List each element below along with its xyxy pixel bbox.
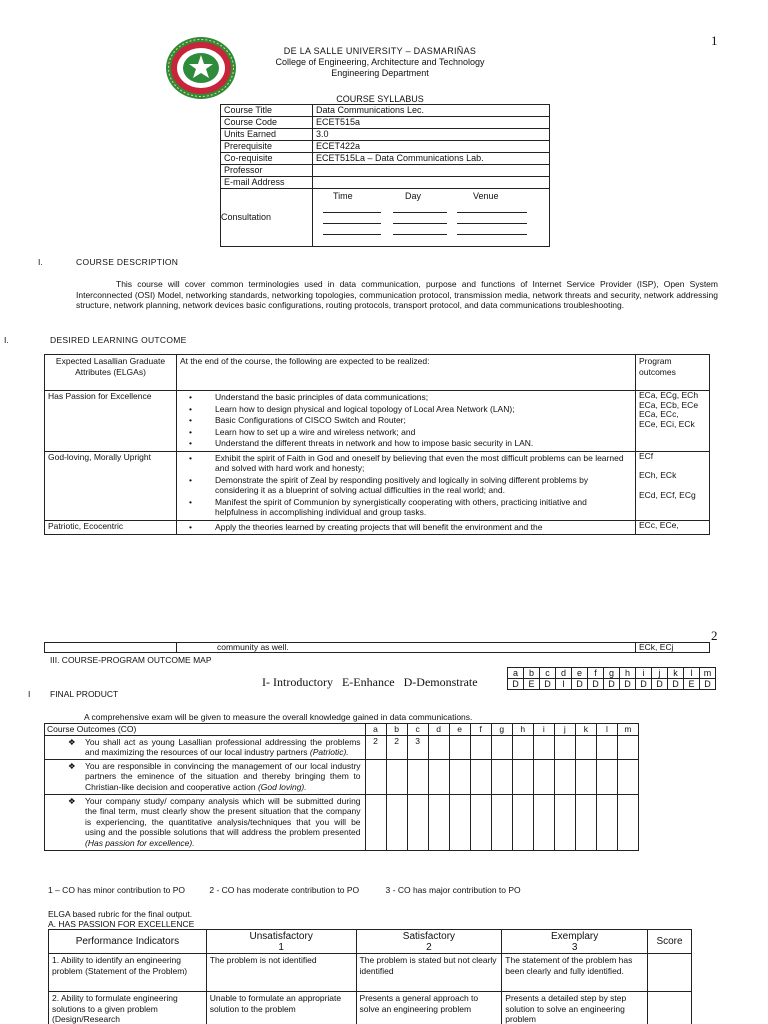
list-item: • Learn how to set up a wire and wireless network; and <box>183 427 632 438</box>
course-info-row <box>221 177 550 189</box>
section-2-number: I. <box>4 335 9 345</box>
diamond-bullet-icon: ❖ <box>68 760 76 771</box>
course-info-value: ECET515a <box>313 117 550 129</box>
section-2-title: DESIRED LEARNING OUTCOME <box>50 335 187 345</box>
consultation-label: Consultation <box>221 189 313 247</box>
rubric-row <box>49 992 692 1024</box>
rubric-score-cell[interactable] <box>648 992 692 1024</box>
outcome-map-letter: h <box>620 668 636 679</box>
consultation-row <box>221 189 550 247</box>
co-letter-header: g <box>491 724 512 736</box>
outcome-map-value: E <box>524 679 540 690</box>
continuation-outcome: ECk, ECj <box>636 643 710 653</box>
co-contribution-value <box>617 759 638 794</box>
co-contribution-value <box>533 735 554 759</box>
outcome-map-letter: k <box>668 668 684 679</box>
outcome-map-value: D <box>700 679 716 690</box>
program-outcome-value: ECc, ECe, <box>639 519 679 530</box>
page-number: 1 <box>711 33 718 48</box>
co-contribution-value <box>491 794 512 850</box>
program-outcome-value: ECa, ECb, ECe <box>639 399 699 410</box>
co-letter-header: e <box>449 724 470 736</box>
co-contribution-value <box>596 794 617 850</box>
program-outcome-value: ECh, ECk <box>639 470 677 480</box>
rubric-header-label: Performance Indicators <box>75 936 180 947</box>
course-info-value: ECET515La – Data Communications Lab. <box>313 153 550 165</box>
rubric-header-label: Exemplary <box>551 930 599 942</box>
course-outcome-text: You are responsible in convincing the management of our local industry partners the eminence of the situation and thereby bringing them to Christian-like decision and cooperative action <box>85 760 361 792</box>
rubric-title: A. HAS PASSION FOR EXCELLENCE <box>48 919 195 929</box>
co-contribution-value <box>596 735 617 759</box>
co-letter-header: j <box>554 724 575 736</box>
learning-outcome-row <box>45 520 710 535</box>
rubric-intro: ELGA based rubric for the final output. <box>48 909 193 919</box>
course-info-value <box>313 177 550 189</box>
program-outcome-value: ECa, ECg, ECh <box>639 390 699 400</box>
outcome-map-letter: a <box>508 668 524 679</box>
consultation-day-header: Day <box>405 191 422 201</box>
list-item: • Understand the different threats in network and how to impose basic security in LAN. <box>183 438 632 449</box>
co-contribution-value <box>428 794 449 850</box>
university-name: DE LA SALLE UNIVERSITY – DASMARIÑAS <box>283 46 477 56</box>
course-info-value <box>313 165 550 177</box>
co-contribution-value <box>575 794 596 850</box>
outcome-map-value: D <box>604 679 620 690</box>
course-outcomes-header: Course Outcomes (CO) <box>45 724 366 736</box>
diamond-bullet-icon: ❖ <box>68 736 76 747</box>
elga-cell: God-loving, Morally Upright <box>45 451 177 520</box>
expected-outcomes-list <box>183 522 632 533</box>
co-contribution-value <box>449 735 470 759</box>
list-item: • Demonstrate the spirit of Zeal by responding positively and logically in solving different problems by considering it as a blueprint of solving actual difficulties in the real world; and. <box>183 475 632 496</box>
course-outcome-text: Your company study/ company analysis which will be submitted during the final term, must clearly show the present situation that the company is experiencing, the quantitative analysis/techniques that you will be using and the possible solutions that will address the problem presented <box>85 795 361 838</box>
rubric-cell-u: Unable to formulate an appropriate solution to the problem <box>206 992 356 1024</box>
co-contribution-value <box>575 735 596 759</box>
rubric-cell-indicator: 2. Ability to formulate engineering solutions to a given problem (Design/Research <box>49 992 207 1024</box>
section-1-title: COURSE DESCRIPTION <box>76 257 179 267</box>
program-outcome-value: ECa, ECc, <box>639 409 679 419</box>
outcome-map-value: D <box>652 679 668 690</box>
rubric-cell-e: The statement of the problem has been clearly and fully identified. <box>502 954 648 992</box>
list-item: • Manifest the spirit of Communion by synergistically cooperating with others, practicing initiative and helpfulness in accomplishing individual and group tasks. <box>183 497 632 518</box>
co-contribution-value <box>491 735 512 759</box>
co-contribution-value <box>386 759 407 794</box>
co-contribution-value <box>428 759 449 794</box>
course-info-value: 3.0 <box>313 129 550 141</box>
co-letter-header: a <box>365 724 386 736</box>
co-letter-header: i <box>533 724 554 736</box>
co-contribution-value: 2 <box>365 735 386 759</box>
section-1-number: I. <box>38 257 43 267</box>
consultation-time-header: Time <box>333 191 353 201</box>
outcome-map-table <box>507 667 716 690</box>
outcome-map-letter: d <box>556 668 572 679</box>
course-info-label: E-mail Address <box>221 177 313 189</box>
co-contribution-value <box>470 735 491 759</box>
co-contribution-value <box>512 794 533 850</box>
university-seal-logo <box>164 36 238 100</box>
course-outcome-text: You shall act as young Lasallian professional addressing the problems and maximizing the resources of our local industry partners <box>85 736 361 758</box>
co-letter-header: d <box>428 724 449 736</box>
elga-cell: Has Passion for Excellence <box>45 391 177 452</box>
co-contribution-value <box>449 794 470 850</box>
final-product-text: A comprehensive exam will be given to measure the overall knowledge gained in data communications. <box>84 712 473 722</box>
outcome-legend: I- Introductory E-Enhance D-Demonstrate <box>262 675 478 689</box>
rubric-header-number: 2 <box>426 941 432 953</box>
list-item: • Apply the theories learned by creating projects that will benefit the environment and the <box>183 522 632 533</box>
co-contribution-value: 3 <box>407 735 428 759</box>
co-contribution-value <box>470 794 491 850</box>
consultation-venue-header: Venue <box>473 191 499 201</box>
outcome-map-value: D <box>572 679 588 690</box>
course-info-label: Course Code <box>221 117 313 129</box>
course-outcome-tag: (Has passion for excellence). <box>85 837 195 848</box>
learning-outcome-row <box>45 391 710 452</box>
outcome-map-value: D <box>588 679 604 690</box>
rubric-cell-indicator: 1. Ability to identify an engineering problem (Statement of the Problem) <box>49 954 207 992</box>
continuation-text: community as well. <box>177 643 636 653</box>
section-3-title: III. COURSE-PROGRAM OUTCOME MAP <box>50 655 212 665</box>
program-outcomes-header: Program outcomes <box>636 355 710 391</box>
outcome-map-letter: e <box>572 668 588 679</box>
rubric-row <box>49 954 692 992</box>
rubric-header-row <box>49 930 692 954</box>
co-contribution-value <box>512 759 533 794</box>
program-outcome-value: ECf <box>639 450 654 461</box>
contrib-legend-3: 3 - CO has major contribution to PO <box>385 885 521 895</box>
rubric-header-number: 1 <box>278 941 284 953</box>
course-info-row <box>221 129 550 141</box>
contrib-legend-1: 1 – CO has minor contribution to PO <box>48 885 186 895</box>
course-outcome-row <box>45 759 639 794</box>
course-info-label: Prerequisite <box>221 141 313 153</box>
co-contribution-value <box>428 735 449 759</box>
outcome-map-letter: l <box>684 668 700 679</box>
learning-outcome-row <box>45 451 710 520</box>
outcome-map-value: I <box>556 679 572 690</box>
co-letter-header: k <box>575 724 596 736</box>
outcome-map-letters-row <box>508 668 716 679</box>
course-info-label: Course Title <box>221 105 313 117</box>
continuation-table <box>44 642 710 653</box>
course-info-value: ECET422a <box>313 141 550 153</box>
outcome-map-values-row <box>508 679 716 690</box>
course-info-row <box>221 141 550 153</box>
outcome-map-value: D <box>620 679 636 690</box>
outcome-map-letter: g <box>604 668 620 679</box>
course-info-row <box>221 165 550 177</box>
course-info-label: Co-requisite <box>221 153 313 165</box>
rubric-cell-u: The problem is not identified <box>206 954 356 992</box>
co-contribution-value <box>365 794 386 850</box>
outcome-map-value: D <box>508 679 524 690</box>
outcome-map-letter: i <box>636 668 652 679</box>
section-4-number: I <box>28 689 31 699</box>
outcome-map-letter: f <box>588 668 604 679</box>
course-outcomes-table <box>44 723 639 851</box>
co-letter-header: b <box>386 724 407 736</box>
co-contribution-value <box>575 759 596 794</box>
list-item: • Understand the basic principles of data communications; <box>183 392 632 403</box>
co-contribution-value <box>617 735 638 759</box>
program-outcome-value: ECe, ECi, ECk <box>639 418 695 429</box>
co-contribution-value <box>554 759 575 794</box>
co-contribution-value <box>386 794 407 850</box>
contrib-legend-2: 2 - CO has moderate contribution to PO <box>209 885 360 895</box>
co-contribution-value <box>533 794 554 850</box>
course-info-label: Units Earned <box>221 129 313 141</box>
outcome-map-value: D <box>668 679 684 690</box>
co-contribution-value: 2 <box>386 735 407 759</box>
co-letter-header: f <box>470 724 491 736</box>
course-outcome-tag: (Patriotic). <box>309 747 349 758</box>
outcome-map-letter: c <box>540 668 556 679</box>
co-contribution-value <box>491 759 512 794</box>
rubric-table <box>48 929 692 1024</box>
co-contribution-value <box>470 759 491 794</box>
rubric-cell-e: Presents a detailed step by step solution to solve an engineering problem <box>502 992 648 1024</box>
outcome-map-value: D <box>540 679 556 690</box>
outcome-map-value: E <box>684 679 700 690</box>
course-info-row <box>221 117 550 129</box>
college-name: College of Engineering, Architecture and Technology <box>275 57 485 67</box>
co-letter-header: h <box>512 724 533 736</box>
rubric-header-label: Unsatisfactory <box>249 930 313 942</box>
course-info-row <box>221 105 550 117</box>
page-number-2: 2 <box>711 628 718 643</box>
co-contribution-value <box>449 759 470 794</box>
co-contribution-value <box>407 794 428 850</box>
co-contribution-value <box>554 794 575 850</box>
learning-outcome-table <box>44 354 710 535</box>
outcome-map-letter: b <box>524 668 540 679</box>
co-contribution-value <box>596 759 617 794</box>
co-contribution-value <box>365 759 386 794</box>
list-item: • Exhibit the spirit of Faith in God and oneself by believing that even the most difficult problems can be learned and solved with hard work and honesty; <box>183 453 632 474</box>
co-contribution-value <box>617 794 638 850</box>
co-letter-header: l <box>596 724 617 736</box>
course-outcome-row <box>45 735 639 759</box>
rubric-score-cell[interactable] <box>648 954 692 992</box>
co-contribution-value <box>533 759 554 794</box>
course-description-text: This course will cover common terminologies used in data communication, purpose and functions of Internet Service Provider (ISP), Open System Interconnected (OSI) Model, networking standards, networking topologies, communication protocol, transmission media, network threats and security, network addressing structure, network planning, network devices basic configurations, routing protocols, transport protocol, and data communications troubleshooting. <box>76 279 718 311</box>
expected-header: At the end of the course, the following are expected to be realized: <box>177 355 636 391</box>
rubric-header-label: Score <box>656 936 683 947</box>
co-contribution-value <box>512 735 533 759</box>
course-outcomes-header-row <box>45 724 639 736</box>
list-item: • Basic Configurations of CISCO Switch and Router; <box>183 415 632 426</box>
course-info-row <box>221 153 550 165</box>
rubric-cell-s: Presents a general approach to solve an engineering problem <box>356 992 502 1024</box>
elga-cell: Patriotic, Ecocentric <box>45 520 177 535</box>
program-outcome-value: ECd, ECf, ECg <box>639 489 696 500</box>
learning-outcome-header-row <box>45 355 710 391</box>
rubric-header-label: Satisfactory <box>402 930 456 942</box>
elga-header: Expected Lasallian Graduate Attributes (ELGAs) <box>45 355 177 391</box>
course-outcome-tag: (God loving). <box>257 782 307 792</box>
expected-outcomes-list <box>183 392 632 449</box>
co-letter-header: c <box>407 724 428 736</box>
course-outcome-row <box>45 794 639 850</box>
rubric-cell-s: The problem is stated but not clearly identified <box>356 954 502 992</box>
course-info-label: Professor <box>221 165 313 177</box>
list-item: • Learn how to design physical and logical topology of Local Area Network (LAN); <box>183 404 632 415</box>
department-name: Engineering Department <box>331 68 429 78</box>
course-info-value: Data Communications Lec. <box>313 105 550 117</box>
co-contribution-value <box>554 735 575 759</box>
expected-outcomes-list <box>183 453 632 518</box>
syllabus-title: COURSE SYLLABUS <box>336 94 424 104</box>
outcome-map-letter: j <box>652 668 668 679</box>
course-info-table <box>220 104 550 247</box>
co-letter-header: m <box>617 724 638 736</box>
outcome-map-value: D <box>636 679 652 690</box>
section-4-title: FINAL PRODUCT <box>50 689 119 699</box>
outcome-map-letter: m <box>700 668 716 679</box>
diamond-bullet-icon: ❖ <box>68 795 76 806</box>
rubric-header-number: 3 <box>571 941 578 953</box>
co-contribution-value <box>407 759 428 794</box>
